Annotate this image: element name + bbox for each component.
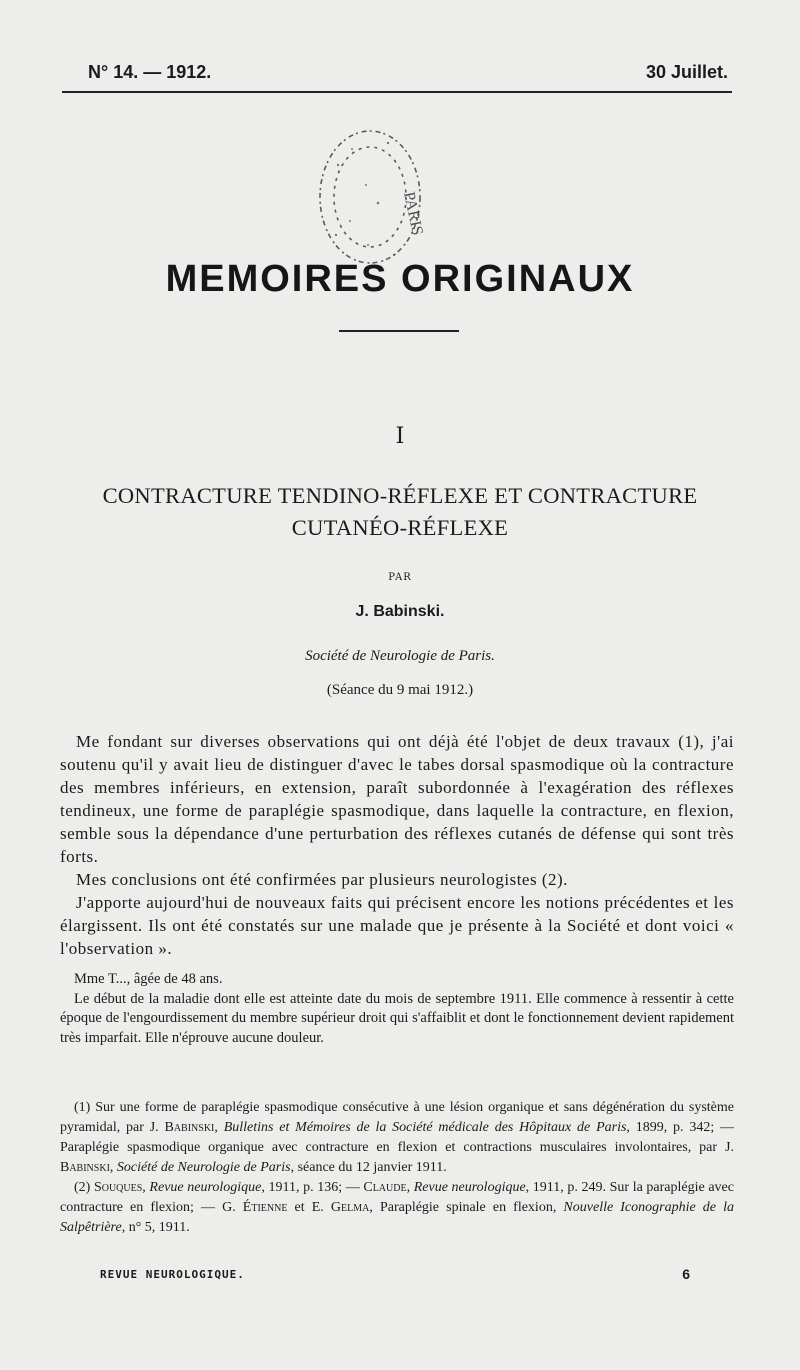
- stamp-inner-ring: [334, 147, 406, 247]
- article-number: I: [395, 424, 405, 449]
- issue-date: 30 Juillet.: [645, 62, 728, 82]
- title-rule: [339, 330, 459, 332]
- journal-name: REVUE NEUROLOGIQUE.: [100, 1268, 245, 1281]
- article-title-line: CUTANÉO-RÉFLEXE: [291, 515, 509, 540]
- session-date: (Séance du 9 mai 1912.): [326, 682, 474, 698]
- body-paragraph: J'apporte aujourd'hui de nouveaux faits qui précisent encore les notions précédentes et les élargissent. Ils ont été constatés sur une malade que je présente à la Société et dont voici « l'observation ».: [60, 893, 734, 958]
- page-number: 6: [682, 1266, 690, 1282]
- running-header: [62, 62, 730, 86]
- body-paragraph: Me fondant sur diverses observations qui ont déjà été l'objet de deux travaux (1), j'ai soutenu qu'il y avait lieu de distinguer d'avec le tabes dorsal spasmodique où la contracture des membres inférieurs, en extension, paraît subordonnée à l'exagération des réflexes tendineux, une forme de paraplégie spasmodique, dans laquelle la contracture, en flexion, semble sous la dépendance d'une perturbation des réflexes cutanés de défense qui sont très forts.: [60, 732, 734, 866]
- observation-paragraph: Le début de la maladie dont elle est atteinte date du mois de septembre 1911. Elle commence à ressentir à cette époque de l'engourdissement du membre supérieur droit qui s'affaiblit et dont le fonctionnement devient rapidement très imparfait. Elle n'éprouve aucune douleur.: [60, 990, 734, 1046]
- article-body: [60, 730, 734, 960]
- issue-number: N° 14. — 1912.: [88, 62, 212, 82]
- by-label: PAR: [388, 572, 412, 583]
- observation: [60, 970, 734, 1048]
- page-footer: [100, 1266, 690, 1286]
- footnote-1: (1) Sur une forme de paraplégie spasmodique consécutive à une lésion organique et sans dégénération du système pyramidal, par J. Babinski, Bulletins et Mémoires de la Société médicale des Hôpitaux de Paris, 1899, p. 342; — Paraplégie spasmodique organique avec contracture en flexion et contractions musculaires involontaires, par J. Babinski, Société de Neurologie de Paris, séance du 12 janvier 1911.: [60, 1100, 735, 1175]
- header-rule: [62, 91, 732, 93]
- observation-paragraph: Mme T..., âgée de 48 ans.: [74, 971, 223, 987]
- society-name: Société de Neurologie de Paris.: [305, 648, 495, 664]
- stamp-label: PARIS: [400, 190, 426, 237]
- body-paragraph: Mes conclusions ont été confirmées par plusieurs neurologistes (2).: [76, 870, 568, 889]
- author-name: J. Babinski.: [355, 603, 445, 620]
- article-title: [60, 480, 740, 544]
- section-title: MEMOIRES ORIGINAUX: [165, 258, 635, 300]
- footnotes: [60, 1098, 734, 1238]
- footnote-2: (2) Souques, Revue neurologique, 1911, p. 136; — Claude, Revue neurologique, 1911, p. 249. Sur la paraplégie avec contracture en flexion; — G. Étienne et E. Gelma, Paraplégie spinale en flexion, Nouvelle Iconographie de la Salpêtrière, n° 5, 1911.: [60, 1180, 734, 1235]
- article-title-line: CONTRACTURE TENDINO-RÉFLEXE ET CONTRACTURE: [102, 483, 698, 508]
